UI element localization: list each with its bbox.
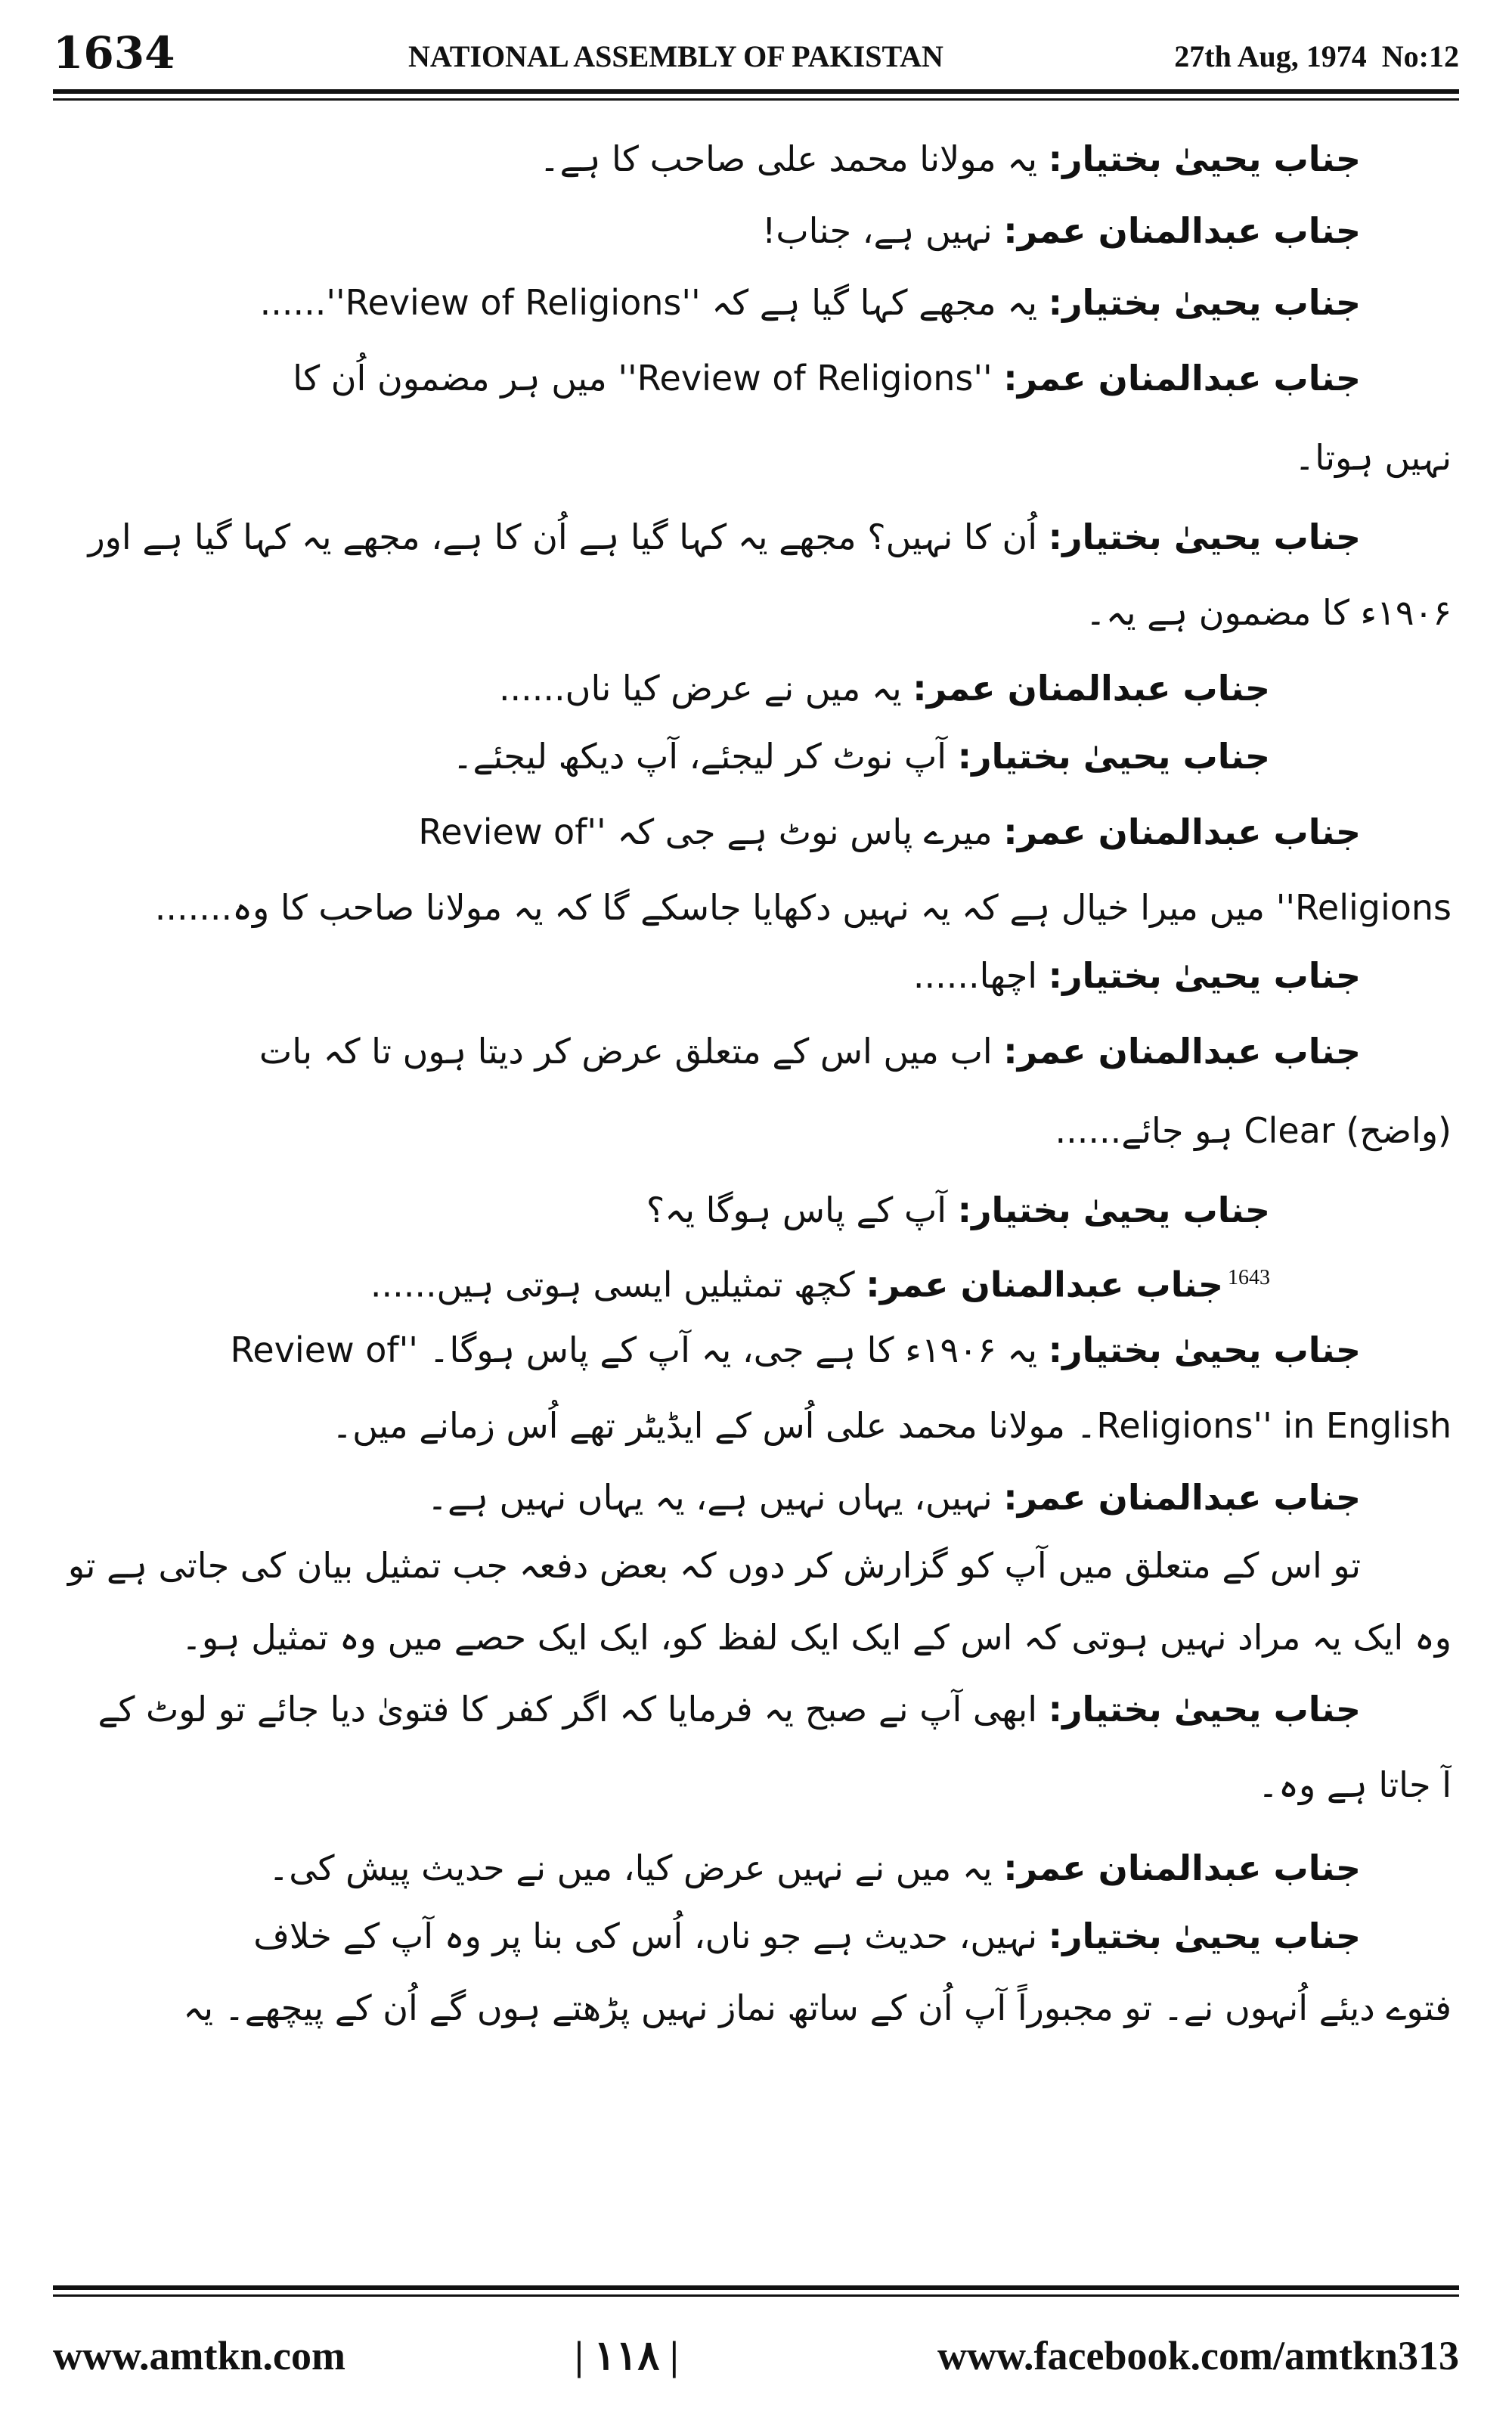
speaker-name: جناب یحییٰ بختیار:	[1048, 138, 1361, 179]
line-text: ابھی آپ نے صبح یہ فرمایا کہ اگر کفر کا فتویٰ دیا جائے تو لوٹ کے	[98, 1689, 1038, 1730]
transcript-line	[60, 1747, 1452, 1823]
transcript-line	[60, 650, 1452, 726]
transcript-line	[60, 1312, 1452, 1388]
line-text: اب میں اس کے متعلق عرض کر دیتا ہوں تا کہ بات	[259, 1031, 993, 1072]
line-text: ۱۹۰۶ء کا مضمون ہے یہ۔	[1085, 592, 1452, 633]
transcript-line	[60, 1830, 1452, 1906]
speaker-name: جناب یحییٰ بختیار:	[957, 736, 1270, 777]
line-text: نہیں، یہاں نہیں ہے، یہ یہاں نہیں ہے۔	[427, 1477, 993, 1518]
line-text: آپ کے پاس ہوگا یہ؟	[646, 1190, 947, 1230]
transcript-line	[60, 193, 1452, 268]
transcript-line	[60, 420, 1452, 495]
transcript-line	[60, 1172, 1452, 1248]
line-text: یہ مجھے کہا گیا ہے کہ ''Review of Religions''......	[259, 282, 1038, 323]
line-text: اُن کا نہیں؟ مجھے یہ کہا گیا ہے اُن کا ہے، مجھے یہ کہا گیا ہے اور	[88, 517, 1038, 557]
transcript-line	[60, 1599, 1452, 1675]
transcript-body	[60, 121, 1452, 2269]
line-text: نہیں، حدیث ہے جو ناں، اُس کی بنا پر وہ آپ کے خلاف	[253, 1916, 1038, 1956]
footer-rule-thin	[53, 2294, 1459, 2297]
speaker-name: جناب یحییٰ بختیار:	[1048, 517, 1361, 557]
speaker-name: جناب عبدالمنان عمر:	[1003, 1477, 1361, 1518]
speaker-name: جناب عبدالمنان عمر:	[1003, 358, 1361, 399]
line-text: آ جاتا ہے وہ۔	[1258, 1764, 1452, 1805]
transcript-line	[60, 575, 1452, 650]
transcript-line	[60, 499, 1452, 575]
line-text: یہ ۱۹۰۶ء کا ہے جی، یہ آپ کے پاس ہوگا۔ ''Review of	[230, 1329, 1038, 1370]
speaker-name: جناب عبدالمنان عمر:	[1003, 1848, 1361, 1888]
transcript-line	[60, 1528, 1452, 1603]
line-text: نہیں ہوتا۔	[1294, 437, 1452, 478]
line-text: وہ ایک یہ مراد نہیں ہوتی کہ اس کے ایک ایک لفظ کو، ایک ایک حصے میں وہ تمثیل ہو۔	[181, 1617, 1452, 1658]
line-text: فتوے دیئے اُنہوں نے۔ تو مجبوراً آپ اُن کے ساتھ نماز نہیں پڑھتے ہوں گے اُن کے پیچھے۔ یہ	[183, 1987, 1452, 2028]
transcript-line	[60, 938, 1452, 1013]
line-text: Religions'' in English۔ مولانا محمد علی اُس کے ایڈیٹر تھے اُس زمانے میں۔	[332, 1405, 1452, 1446]
transcript-line	[60, 1671, 1452, 1747]
line-text: Religions'' میں میرا خیال ہے کہ یہ نہیں دکھایا جاسکے گا کہ یہ مولانا صاحب کا وہ.......	[154, 887, 1452, 928]
transcript-line	[60, 794, 1452, 870]
line-text: یہ میں نے عرض کیا ناں......	[498, 668, 902, 709]
page-header	[53, 23, 1459, 83]
transcript-line	[60, 1388, 1452, 1463]
assembly-title: NATIONAL ASSEMBLY OF PAKISTAN	[408, 39, 943, 73]
transcript-line	[60, 1460, 1452, 1535]
transcript-line	[60, 265, 1452, 340]
footer-page-marker: | ۱۱۸ |	[575, 2333, 679, 2378]
line-text: اچھا......	[912, 955, 1038, 996]
transcript-line	[60, 870, 1452, 945]
page-marker: 1643	[1228, 1266, 1270, 1289]
transcript-line	[60, 1240, 1452, 1316]
transcript-line	[60, 1013, 1452, 1089]
transcript-line	[60, 121, 1452, 197]
line-text: ''Review of Religions'' میں ہر مضمون اُن کا	[293, 358, 993, 399]
header-rule-thin	[53, 98, 1459, 101]
transcript-line	[60, 340, 1452, 416]
line-text: (واضح) Clear ہو جائے......	[1055, 1110, 1452, 1151]
speaker-name: جناب یحییٰ بختیار:	[1048, 282, 1361, 323]
session-info	[1174, 23, 1459, 91]
speaker-name: جناب یحییٰ بختیار:	[1048, 955, 1361, 996]
transcript-line	[60, 1970, 1452, 2046]
line-text: یہ میں نے نہیں عرض کیا، میں نے حدیث پیش کی۔	[268, 1848, 993, 1888]
header-rule-thick	[53, 89, 1459, 94]
speaker-name: جناب یحییٰ بختیار:	[1048, 1329, 1361, 1370]
issue-number: No:12	[1381, 39, 1459, 73]
transcript-line	[60, 718, 1452, 794]
transcript-line	[60, 1898, 1452, 1974]
line-text: آپ نوٹ کر لیجئے، آپ دیکھ لیجئے۔	[452, 736, 947, 777]
session-date: 27th Aug, 1974	[1174, 39, 1367, 73]
page-footer	[53, 2318, 1459, 2394]
website-link[interactable]: www.amtkn.com	[53, 2333, 345, 2378]
line-text: نہیں ہے، جناب!	[761, 210, 993, 251]
speaker-name: جناب عبدالمنان عمر:	[912, 668, 1270, 709]
footer-rule-thick	[53, 2285, 1459, 2290]
line-text: کچھ تمثیلیں ایسی ہوتی ہیں......	[370, 1264, 855, 1305]
page-number: 1634	[53, 27, 175, 79]
speaker-name: جناب یحییٰ بختیار:	[1048, 1689, 1361, 1730]
speaker-name: جناب عبدالمنان عمر:	[1003, 811, 1361, 852]
speaker-name: جناب یحییٰ بختیار:	[1048, 1916, 1361, 1956]
speaker-name: جناب عبدالمنان عمر:	[1003, 210, 1361, 251]
line-text: میرے پاس نوٹ ہے جی کہ ''Review of	[418, 811, 993, 852]
speaker-name: جناب یحییٰ بختیار:	[957, 1190, 1270, 1230]
facebook-link[interactable]: www.facebook.com/amtkn313	[937, 2333, 1459, 2378]
speaker-name: جناب عبدالمنان عمر:	[1003, 1031, 1361, 1072]
transcript-line	[60, 1093, 1452, 1168]
line-text: تو اس کے متعلق میں آپ کو گزارش کر دوں کہ بعض دفعہ جب تمثیل بیان کی جاتی ہے تو	[67, 1545, 1361, 1586]
line-text: یہ مولانا محمد علی صاحب کا ہے۔	[539, 138, 1038, 179]
speaker-name: جناب عبدالمنان عمر:	[866, 1264, 1223, 1305]
